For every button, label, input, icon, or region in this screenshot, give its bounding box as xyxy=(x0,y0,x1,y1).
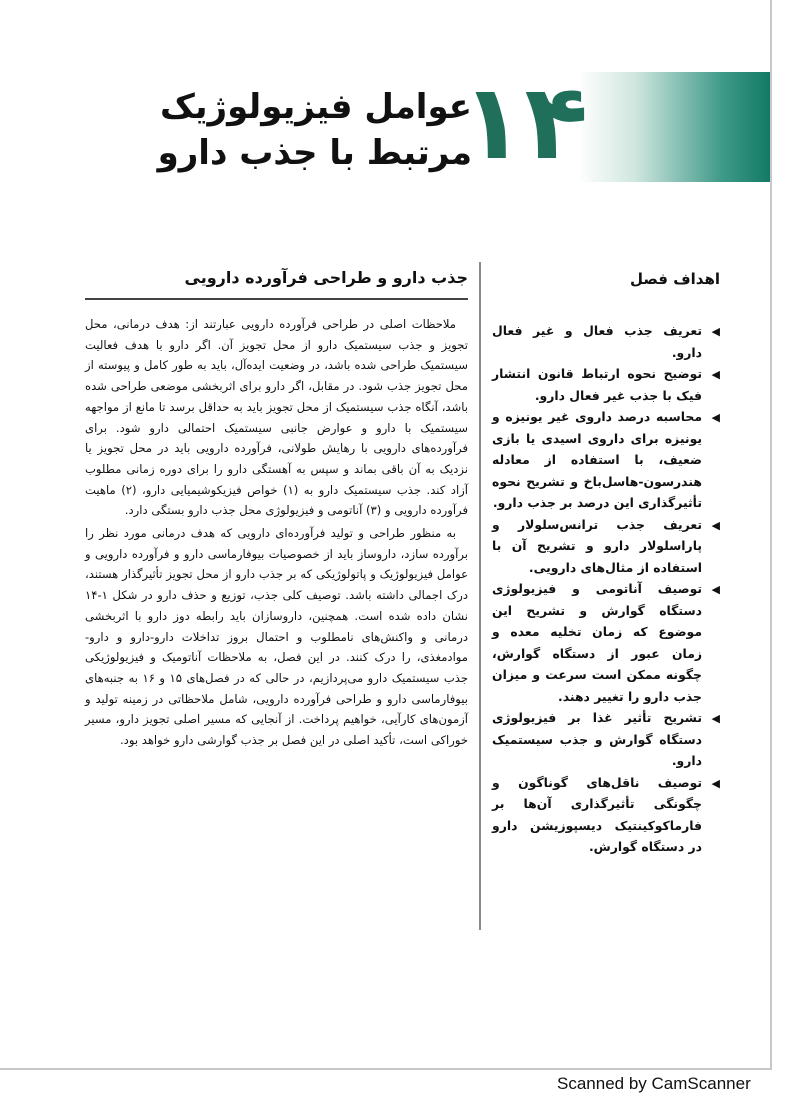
objective-item xyxy=(492,772,720,858)
objectives-heading: اهداف فصل xyxy=(630,270,720,288)
scanner-watermark: Scanned by CamScanner xyxy=(557,1074,751,1093)
objective-text: محاسبه درصد داروی غیر یونیزه و یونیزه برای داروی اسیدی یا بازی ضعیف، با استفاده از معادله هندرسون-هاسل‌باخ و تشریح نحوه تأثیرگذاری این درصد بر جذب دارو. xyxy=(492,409,702,510)
bottom-rule xyxy=(0,1068,772,1070)
page-edge xyxy=(770,0,772,1070)
objective-item xyxy=(492,707,720,772)
section-title: جذب دارو و طراحی فرآورده دارویی xyxy=(184,268,468,287)
triangle-left-icon: ◀ xyxy=(711,518,720,532)
chapter-title: عوامل فیزیولوژیک مرتبط با جذب دارو xyxy=(157,87,472,173)
objective-item xyxy=(492,363,720,406)
column-divider xyxy=(479,262,481,930)
triangle-left-icon: ◀ xyxy=(711,411,720,424)
objective-text: توصیف ناقل‌های گوناگون و چگونگی تأثیرگذاری آن‌ها بر فارماکوکینتیک دیسپوزیشن دارو در دستگاه گوارش. xyxy=(492,774,702,854)
objective-text: تعریف جذب فعال و غیر فعال دارو. xyxy=(492,323,702,360)
main-content xyxy=(85,262,468,753)
objective-text: تشریح تأثیر غذا بر فیزیولوژی دستگاه گوارش و جذب سیستمیک دارو. xyxy=(492,710,702,768)
chapter-number: ۱۴ xyxy=(461,61,588,183)
objective-item xyxy=(492,320,720,363)
triangle-left-icon: ◀ xyxy=(711,583,720,596)
triangle-left-icon: ◀ xyxy=(711,712,720,725)
objective-item xyxy=(492,406,720,514)
chapter-header-band xyxy=(578,72,770,182)
objective-text: توصیف آناتومی و فیزیولوژی دستگاه گوارش و تشریح این موضوع که زمان تخلیه معده و زمان عبور از دستگاه گوارش، چگونه ممکن است سرعت و میزان جذب دارو را تغییر دهند. xyxy=(492,581,702,704)
objective-item xyxy=(492,578,720,707)
objective-text: توضیح نحوه ارتباط قانون انتشار فیک با جذب غیر فعال دارو. xyxy=(492,366,702,403)
objectives-list xyxy=(492,320,720,858)
body-paragraph: ملاحظات اصلی در طراحی فرآورده دارویی عبارتند از: هدف درمانی، محل تجویز و جذب سیستمیک دارو از محل تجویز آن. اگر دارو با هدف فعالیت سیستمیک طراحی شده باشد، در وضعیت ایده‌آل، باید به طور کامل و پیوسته از محل تجویز جذب شود. در مقابل، اگر دارو برای اثربخشی موضعی طراحی شده باشد، آنگاه جذب سیستمیک از محل تجویز باید به حداقل برسد تا مانع از مواجهه سیستمیک با دارو و عوارض جانبی سیستمیک احتمالی دارو شود. برای فرآورده‌های دارویی با رهایش طولانی، فرآورده دارویی باید در محل تجویز یا نزدیک به آن باقی بماند و سپس به آهستگی دارو را برای دوره زمانی مطلوب آزاد کند. جذب سیستمیک دارو به (۱) خواص فیزیکوشیمیایی دارو، (۲) ماهیت فرآورده دارویی و (۳) آناتومی و فیزیولوژی محل جذب دارو بستگی دارد. xyxy=(85,317,469,518)
chapter-objectives xyxy=(492,262,720,858)
triangle-left-icon: ◀ xyxy=(711,368,720,381)
triangle-left-icon: ◀ xyxy=(711,325,720,338)
objective-text: تعریف جذب ترانس‌سلولار و پاراسلولار دارو و تشریح آن با استفاده از مثال‌های دارویی. xyxy=(492,516,702,575)
body-paragraph: به منظور طراحی و تولید فرآورده‌ای دارویی که هدف درمانی مورد نظر را برآورده سازد، داروساز باید از خصوصیات بیوفارماسی دارو و فرآورده دارویی و عوامل فیزیولوژیک و پاتولوژیکی که بر جذب دارو از محل تجویز تأثیرگذار هستند، درک اجمالی داشته باشد. توصیف کلی جذب، توزیع و حذف دارو در شکل ۱-۱۴ نشان داده شده است. همچنین، داروسازان باید رابطه دوز دارو با اثربخشی درمانی و واکنش‌های نامطلوب و احتمال بروز تداخلات دارو-دارو و دارو-موادمغذی، را درک کنند. در این فصل، به ملاحظات آناتومیک و فیزیولوژیکی جذب سیستمیک دارو می‌پردازیم، در حالی که در فصل‌های ۱۵ و ۱۶ به جنبه‌های بیوفارماسی دارو و طراحی فرآورده دارویی، شامل ملاحظاتی در زمینه تولید و آزمون‌های کارآیی، خواهیم پرداخت. از آنجایی که مسیر اصلی تجویز دارو، مسیر خوراکی است، تأکید اصلی در این فصل بر جذب گوارشی دارو خواهد بود. xyxy=(85,526,468,748)
triangle-left-icon: ◀ xyxy=(711,776,720,790)
title-underline xyxy=(85,298,468,300)
objective-item xyxy=(492,514,720,579)
